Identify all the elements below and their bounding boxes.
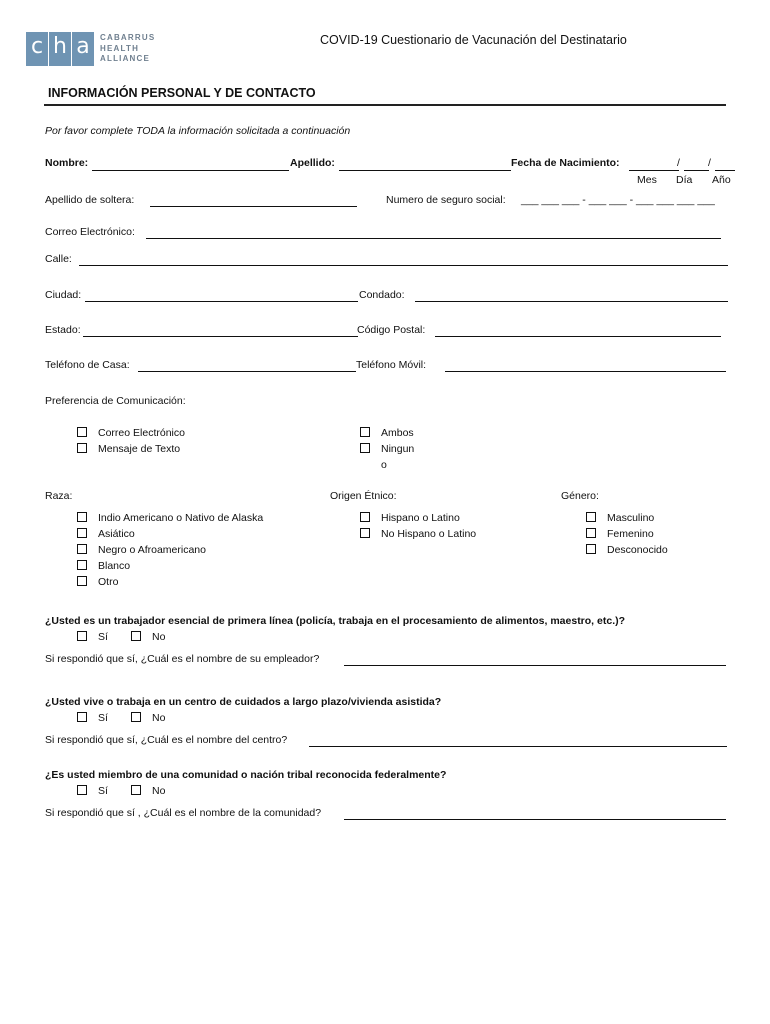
condado-label: Condado: bbox=[359, 289, 405, 301]
genero-desconocido-label: Desconocido bbox=[607, 544, 668, 556]
correo-field[interactable] bbox=[146, 238, 721, 239]
q1-no-checkbox[interactable] bbox=[131, 631, 141, 641]
logo-line-3: ALLIANCE bbox=[100, 54, 151, 63]
ninguno-option-label-wrap: o bbox=[381, 459, 387, 471]
q2-no-label: No bbox=[152, 712, 166, 724]
mes-caption: Mes bbox=[637, 174, 657, 186]
q1-si-checkbox[interactable] bbox=[77, 631, 87, 641]
estado-field[interactable] bbox=[83, 336, 358, 337]
ninguno-checkbox[interactable] bbox=[360, 443, 370, 453]
q3-no-label: No bbox=[152, 785, 166, 797]
q1-no-label: No bbox=[152, 631, 166, 643]
intro-text: Por favor complete TODA la información solicitada a continuación bbox=[45, 125, 351, 137]
fecha-mes-field[interactable] bbox=[629, 170, 679, 171]
origen-no-hispano-label: No Hispano o Latino bbox=[381, 528, 477, 540]
genero-femenino-label: Femenino bbox=[607, 528, 654, 540]
q1-followup-label: Si respondió que sí, ¿Cuál es el nombre de su empleador? bbox=[45, 653, 320, 665]
fecha-dia-field[interactable] bbox=[684, 170, 709, 171]
fecha-slash-1: / bbox=[677, 157, 680, 169]
apellido-label: Apellido: bbox=[290, 157, 335, 169]
raza-otro-checkbox[interactable] bbox=[77, 576, 87, 586]
question-long-term-care: ¿Usted vive o trabaja en un centro de cuidados a largo plazo/vivienda asistida? bbox=[45, 696, 442, 708]
dia-caption: Día bbox=[676, 174, 693, 186]
genero-label: Género: bbox=[561, 490, 599, 502]
document-title: COVID-19 Cuestionario de Vacunación del Destinatario bbox=[320, 33, 627, 47]
correo-option-label: Correo Electrónico bbox=[98, 427, 185, 439]
raza-label: Raza: bbox=[45, 490, 73, 502]
ninguno-option-label: Ningun bbox=[381, 443, 415, 455]
telefono-movil-field[interactable] bbox=[445, 371, 726, 372]
origen-hispano-checkbox[interactable] bbox=[360, 512, 370, 522]
ciudad-label: Ciudad: bbox=[45, 289, 82, 301]
raza-negro-checkbox[interactable] bbox=[77, 544, 87, 554]
raza-blanco-label: Blanco bbox=[98, 560, 131, 572]
q3-si-label: Sí bbox=[98, 785, 108, 797]
q1-si-label: Sí bbox=[98, 631, 108, 643]
soltera-field[interactable] bbox=[150, 206, 357, 207]
q3-no-checkbox[interactable] bbox=[131, 785, 141, 795]
raza-negro-label: Negro o Afroamericano bbox=[98, 544, 206, 556]
nombre-field[interactable] bbox=[92, 170, 289, 171]
ambos-checkbox[interactable] bbox=[360, 427, 370, 437]
codigo-postal-label: Código Postal: bbox=[357, 324, 426, 336]
logo-line-1: CABARRUS bbox=[100, 33, 156, 42]
apellido-field[interactable] bbox=[339, 170, 511, 171]
fecha-slash-2: / bbox=[708, 157, 711, 169]
origen-hispano-label: Hispano o Latino bbox=[381, 512, 460, 524]
logo-wordmark bbox=[100, 33, 155, 65]
estado-label: Estado: bbox=[45, 324, 81, 336]
q2-si-label: Sí bbox=[98, 712, 108, 724]
fecha-label: Fecha de Nacimiento: bbox=[511, 157, 620, 169]
genero-desconocido-checkbox[interactable] bbox=[586, 544, 596, 554]
comunicacion-label: Preferencia de Comunicación: bbox=[45, 395, 186, 407]
fecha-ano-field[interactable] bbox=[715, 170, 735, 171]
question-essential-worker: ¿Usted es un trabajador esencial de primera línea (policía, trabaja en el procesamiento de alimentos, maestro, etc.)? bbox=[45, 615, 626, 627]
q2-si-checkbox[interactable] bbox=[77, 712, 87, 722]
q2-centro-field[interactable] bbox=[309, 746, 727, 747]
condado-field[interactable] bbox=[415, 301, 728, 302]
origen-label: Origen Étnico: bbox=[330, 490, 397, 502]
ano-caption: Año bbox=[712, 174, 731, 186]
logo-letter-a: a bbox=[72, 32, 94, 66]
genero-masculino-label: Masculino bbox=[607, 512, 655, 524]
correo-checkbox[interactable] bbox=[77, 427, 87, 437]
ciudad-field[interactable] bbox=[85, 301, 358, 302]
logo-letter-h: h bbox=[49, 32, 71, 66]
q3-comunidad-field[interactable] bbox=[344, 819, 726, 820]
raza-indio-label: Indio Americano o Nativo de Alaska bbox=[98, 512, 264, 524]
q3-followup-label: Si respondió que sí , ¿Cuál es el nombre de la comunidad? bbox=[45, 807, 322, 819]
raza-asiatico-label: Asiático bbox=[98, 528, 135, 540]
q2-followup-label: Si respondió que sí, ¿Cuál es el nombre del centro? bbox=[45, 734, 288, 746]
correo-label: Correo Electrónico: bbox=[45, 226, 135, 238]
calle-label: Calle: bbox=[45, 253, 72, 265]
nombre-label: Nombre: bbox=[45, 157, 89, 169]
origen-no-hispano-checkbox[interactable] bbox=[360, 528, 370, 538]
ssn-field[interactable]: ___ ___ ___ - ___ ___ - ___ ___ ___ ___ bbox=[521, 194, 715, 206]
telefono-casa-field[interactable] bbox=[138, 371, 356, 372]
q3-si-checkbox[interactable] bbox=[77, 785, 87, 795]
codigo-postal-field[interactable] bbox=[435, 336, 721, 337]
raza-asiatico-checkbox[interactable] bbox=[77, 528, 87, 538]
genero-femenino-checkbox[interactable] bbox=[586, 528, 596, 538]
calle-field[interactable] bbox=[79, 265, 728, 266]
genero-masculino-checkbox[interactable] bbox=[586, 512, 596, 522]
question-tribal-community: ¿Es usted miembro de una comunidad o nación tribal reconocida federalmente? bbox=[45, 769, 447, 781]
raza-indio-checkbox[interactable] bbox=[77, 512, 87, 522]
texto-checkbox[interactable] bbox=[77, 443, 87, 453]
soltera-label: Apellido de soltera: bbox=[45, 194, 135, 206]
seguro-label: Numero de seguro social: bbox=[386, 194, 506, 206]
raza-blanco-checkbox[interactable] bbox=[77, 560, 87, 570]
raza-otro-label: Otro bbox=[98, 576, 119, 588]
section-title: INFORMACIÓN PERSONAL Y DE CONTACTO bbox=[48, 86, 316, 100]
telefono-movil-label: Teléfono Móvil: bbox=[356, 359, 427, 371]
cha-logo bbox=[26, 32, 95, 66]
ambos-option-label: Ambos bbox=[381, 427, 414, 439]
logo-line-2: HEALTH bbox=[100, 43, 140, 53]
q2-no-checkbox[interactable] bbox=[131, 712, 141, 722]
texto-option-label: Mensaje de Texto bbox=[98, 443, 181, 455]
q1-empleador-field[interactable] bbox=[344, 665, 726, 666]
section-divider bbox=[44, 104, 726, 106]
logo-letter-c: c bbox=[26, 32, 48, 66]
telefono-casa-label: Teléfono de Casa: bbox=[45, 359, 130, 371]
